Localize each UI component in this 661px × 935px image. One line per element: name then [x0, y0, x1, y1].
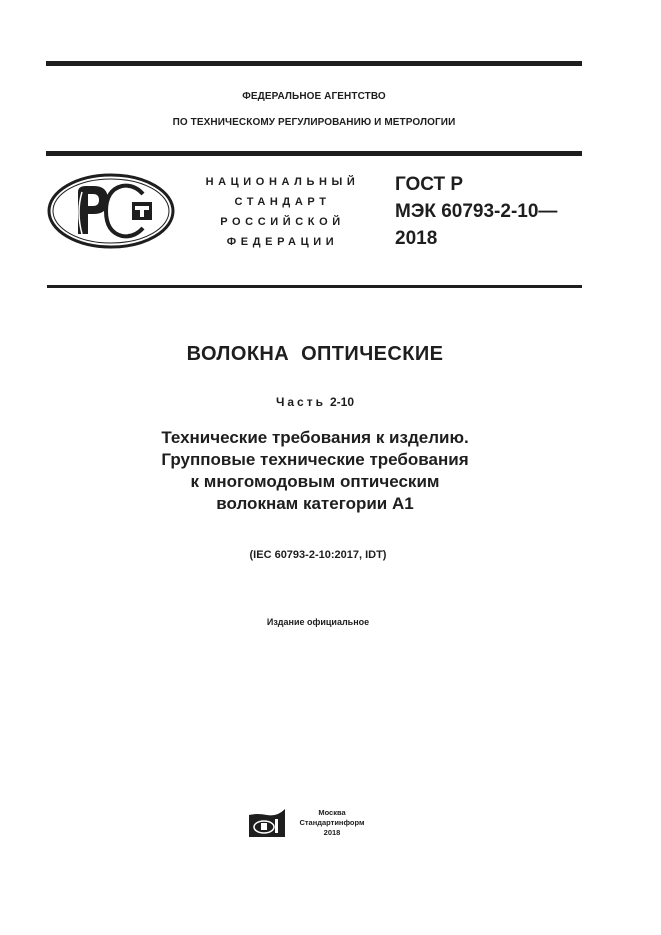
national-standard-line: ФЕДЕРАЦИИ: [226, 236, 339, 248]
standartinform-logo-icon: [247, 807, 287, 837]
document-title: ВОЛОКНА ОПТИЧЕСКИЕ: [186, 343, 444, 365]
national-standard-label: [190, 172, 375, 252]
national-standard-line: СТАНДАРТ: [234, 196, 331, 208]
publisher-year: 2018: [323, 828, 341, 837]
designation-line: 2018: [395, 228, 438, 249]
agency-name-line2: ПО ТЕХНИЧЕСКОМУ РЕГУЛИРОВАНИЮ И МЕТРОЛОГИИ: [172, 117, 456, 128]
standard-block-divider: [47, 285, 582, 288]
publisher-info: [292, 808, 372, 838]
edition-label: Издание официальное: [266, 617, 370, 627]
subtitle-line: к многомодовым оптическим: [190, 472, 440, 491]
document-subtitle: [0, 427, 630, 515]
designation-line: МЭК 60793-2-10—: [395, 201, 558, 222]
part-heading: [0, 395, 630, 409]
subtitle-line: Групповые технические требования: [161, 450, 469, 469]
agency-name-line1: ФЕДЕРАЛЬНОЕ АГЕНТСТВО: [242, 91, 386, 102]
national-standard-line: НАЦИОНАЛЬНЫЙ: [205, 176, 360, 188]
top-divider: [46, 61, 582, 66]
part-label: Часть: [275, 395, 326, 409]
subtitle-line: волокнам категории А1: [216, 494, 414, 513]
rst-certification-mark-icon: [46, 172, 176, 250]
national-standard-line: РОССИЙСКОЙ: [220, 216, 345, 228]
header-divider: [46, 151, 582, 156]
part-number: 2-10: [330, 395, 355, 409]
designation-line: ГОСТ Р: [395, 174, 464, 195]
subtitle-line: Технические требования к изделию.: [161, 428, 469, 447]
publisher-city: Москва: [318, 808, 346, 817]
iec-reference: (IEC 60793-2-10:2017, IDT): [249, 549, 387, 561]
standard-designation: [395, 171, 557, 252]
publisher-name: Стандартинформ: [299, 818, 365, 827]
